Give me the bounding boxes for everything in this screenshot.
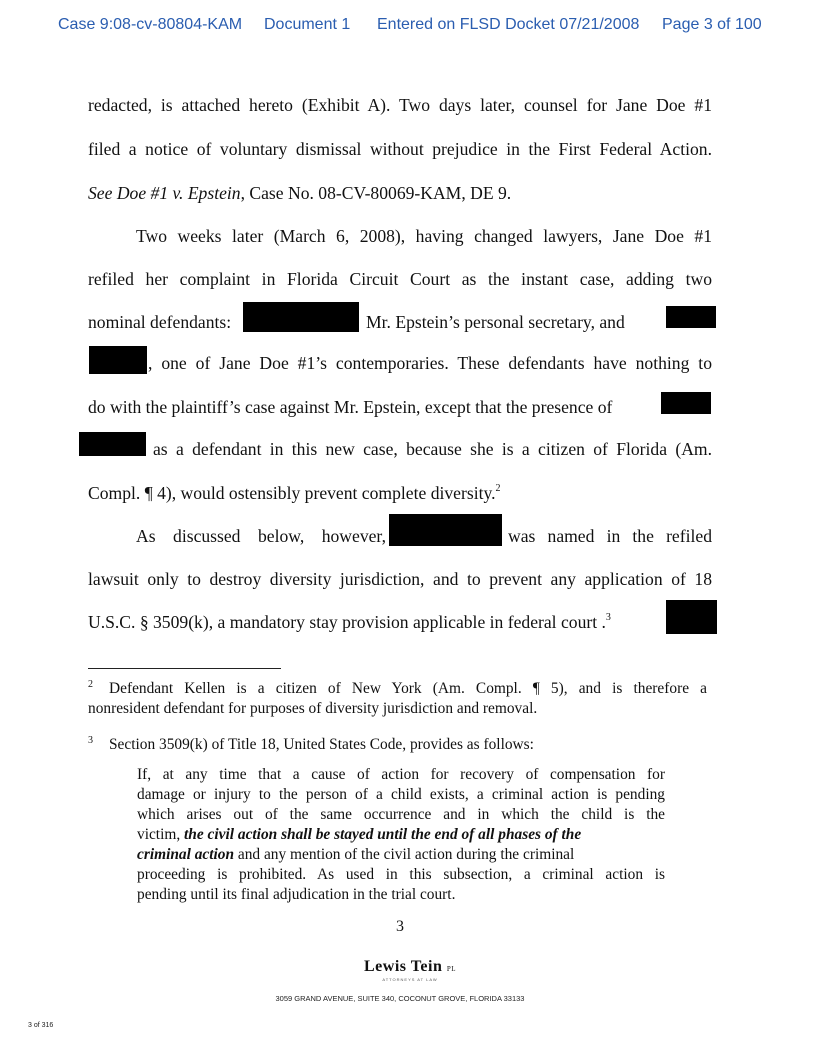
body-line-4: Two weeks later (March 6, 2008), having changed lawyers, Jane Doe #1: [136, 226, 712, 246]
body-line-13-text: U.S.C. § 3509(k), a mandatory stay provision applicable in federal court .: [88, 612, 606, 632]
body-line-1: redacted, is attached hereto (Exhibit A). Two days later, counsel for Jane Doe #1: [88, 95, 712, 115]
body-line-10-text: Compl. ¶ 4), would ostensibly prevent complete diversity.: [88, 483, 496, 503]
body-line-7: , one of Jane Doe #1’s contemporaries. These defendants have nothing to: [148, 353, 712, 373]
footnote-3-text-1: Section 3509(k) of Title 18, United States Code, provides as follows:: [109, 736, 534, 753]
body-line-8: do with the plaintiff’s case against Mr. Epstein, except that the presence of: [88, 397, 613, 417]
redaction-block: [243, 302, 359, 332]
redaction-block: [661, 392, 711, 414]
footnote-3-number: 3: [88, 735, 93, 746]
footnote-2-number: 2: [88, 679, 93, 690]
statute-quote-line-4: [137, 825, 665, 845]
statute-quote-line-3: which arises out of the same occurrence and in which the child is the: [137, 806, 665, 823]
firm-name: Lewis Tein: [363, 958, 443, 975]
body-line-11b: was named in the refiled: [508, 526, 712, 546]
footnote-ref-3: 3: [605, 612, 611, 623]
firm-suffix: PL: [446, 965, 457, 973]
body-line-9: as a defendant in this new case, because she is a citizen of Florida (Am.: [153, 439, 712, 459]
firm-tagline: ATTORNEYS AT LAW: [382, 977, 438, 982]
pdf-page-count: 3 of 316: [28, 1022, 54, 1029]
statute-quote-line-1: If, at any time that a cause of action for recovery of compensation for: [137, 766, 665, 783]
redaction-block: [666, 600, 717, 634]
firm-logo: [0, 958, 820, 976]
statute-quote-line-2: damage or injury to the person of a child exists, a criminal action is pending: [137, 786, 665, 803]
body-line-2: filed a notice of voluntary dismissal without prejudice in the First Federal Action.: [88, 139, 712, 159]
body-line-5: refiled her complaint in Florida Circuit Court as the instant case, adding two: [88, 269, 712, 289]
statute-quote-emphasis: the civil action shall be stayed until the end of all phases of the: [184, 826, 582, 843]
firm-address: 3059 GRAND AVENUE, SUITE 340, COCONUT GROVE, FLORIDA 33133: [275, 994, 525, 1003]
statute-quote-line-6: proceeding is prohibited. As used in this subsection, a criminal action is: [137, 866, 665, 883]
page-of-total: Page 3 of 100: [662, 16, 762, 33]
statute-quote-emphasis-2: criminal action: [137, 846, 235, 863]
statute-quote-line-5: [137, 845, 665, 865]
footnote-2-text-1: Defendant Kellen is a citizen of New York (Am. Compl. ¶ 5), and is therefore a: [109, 680, 707, 697]
redaction-block: [89, 346, 147, 374]
body-line-6a: nominal defendants:: [88, 312, 232, 332]
statute-quote-line-7: pending until its final adjudication in the trial court.: [137, 886, 456, 903]
docket-header: [0, 16, 820, 40]
case-citation-italic: See Doe #1 v. Epstein: [88, 183, 241, 203]
footnote-ref-2: 2: [495, 483, 501, 494]
body-line-10: [88, 482, 712, 504]
body-line-12: lawsuit only to destroy diversity jurisdiction, and to prevent any application of 18: [88, 569, 712, 589]
case-number: Case 9:08-cv-80804-KAM: [58, 16, 243, 33]
statute-quote-plain: victim,: [137, 826, 185, 843]
body-line-6b: Mr. Epstein’s personal secretary, and: [366, 312, 625, 332]
redaction-block: [79, 432, 146, 456]
footnote-3-line-1: [88, 735, 712, 755]
redaction-block: [666, 306, 716, 328]
body-line-13: [88, 611, 658, 633]
statute-quote-rest: and any mention of the civil action during the criminal: [234, 846, 575, 863]
case-citation-rest: , Case No. 08-CV-80069-KAM, DE 9.: [240, 183, 512, 203]
page-number: 3: [396, 918, 404, 935]
redaction-block: [389, 514, 502, 546]
body-line-3: [88, 182, 712, 204]
docket-entry: Entered on FLSD Docket 07/21/2008: [377, 16, 640, 33]
body-line-11a: As discussed below, however,: [136, 526, 386, 546]
footnote-2-line-1: [88, 679, 712, 699]
footnote-2-line-2: nonresident defendant for purposes of diversity jurisdiction and removal.: [88, 700, 538, 717]
document-number: Document 1: [264, 16, 351, 33]
footnote-divider: [88, 668, 281, 669]
